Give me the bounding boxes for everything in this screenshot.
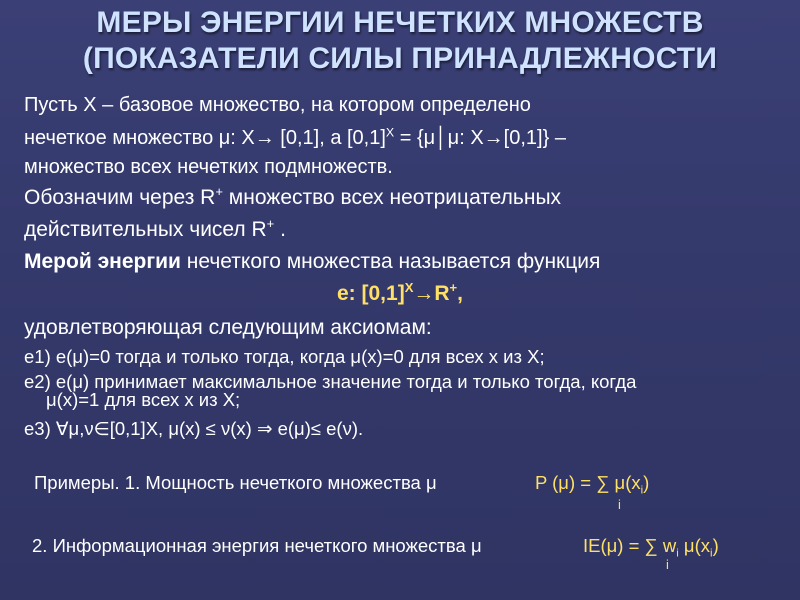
axiom-e1: e1) e(μ)=0 тогда и только тогда, когда μ(x)=0 для всех x из X; bbox=[24, 346, 545, 367]
axiom-e3: e3) ∀μ,ν∈[0,1]X, μ(x) ≤ ν(x) ⇒ e(μ)≤ e(ν). bbox=[24, 418, 364, 439]
slide-title-line-1: МЕРЫ ЭНЕРГИИ НЕЧЕТКИХ МНОЖЕСТВ bbox=[96, 6, 704, 39]
example-2-sum-index: i bbox=[666, 557, 669, 572]
ex2-formula-a: IE(μ) = ∑ w bbox=[583, 535, 677, 556]
axioms-intro: удовлетворяющая следующим аксиомам: bbox=[24, 316, 432, 339]
axiom-e2-line-2: μ(x)=1 для всех x из X; bbox=[46, 389, 241, 410]
p1-l2-text-b: = {μ│μ: X→[0,1]} – bbox=[394, 127, 566, 149]
paragraph-1-line-1: Пусть X – базовое множество, на котором определено bbox=[24, 94, 531, 116]
p2-l2-text-b: . bbox=[274, 218, 286, 241]
p1-l2-superscript: X bbox=[385, 125, 395, 140]
slide-title-line-2: (ПОКАЗАТЕЛИ СИЛЫ ПРИНАДЛЕЖНОСТИ bbox=[82, 42, 718, 75]
p1-l2-text-a: нечеткое множество μ: X→ [0,1], а [0,1] bbox=[24, 127, 386, 149]
formula-superscript-plus: + bbox=[449, 280, 458, 295]
ex1-formula-b: ) bbox=[643, 472, 650, 493]
p2-l1-text-b: множество всех неотрицательных bbox=[222, 186, 562, 209]
ex1-formula-subscript: i bbox=[640, 484, 644, 497]
ex2-formula-b: μ(x bbox=[678, 535, 711, 556]
formula-part-a: e: [0,1] bbox=[337, 282, 405, 305]
definition-term: Мерой энергии bbox=[24, 250, 181, 273]
paragraph-2-line-2 bbox=[24, 218, 286, 242]
p2-l2-text-a: действительных чисел R bbox=[24, 218, 267, 241]
example-2-text: 2. Информационная энергия нечеткого множества μ bbox=[32, 535, 482, 556]
p2-l1-superscript: + bbox=[215, 184, 223, 199]
ex2-formula-subscript-x: i bbox=[710, 547, 713, 560]
definition-line bbox=[24, 250, 600, 274]
formula-part-b: →R bbox=[413, 282, 450, 305]
example-1-text: Примеры. 1. Мощность нечеткого множества μ bbox=[34, 472, 437, 493]
ex2-formula-subscript-w: i bbox=[676, 547, 679, 560]
definition-rest: нечеткого множества называется функция bbox=[180, 250, 601, 273]
p2-l1-text-a: Обозначим через R bbox=[24, 186, 216, 209]
formula-part-c: , bbox=[457, 282, 463, 305]
example-1-formula bbox=[535, 472, 650, 497]
ex1-formula-a: P (μ) = ∑ μ(x bbox=[535, 472, 641, 493]
ex2-formula-c: ) bbox=[712, 535, 719, 556]
p2-l2-superscript: + bbox=[266, 216, 275, 231]
example-2-formula bbox=[583, 535, 719, 560]
axiom-e2-line-1: e2) e(μ) принимает максимальное значение тогда и только тогда, когда bbox=[24, 371, 637, 392]
paragraph-1-line-3: множество всех нечетких подмножеств. bbox=[24, 156, 393, 178]
paragraph-1-line-2 bbox=[24, 126, 566, 150]
paragraph-2-line-1 bbox=[24, 186, 561, 210]
energy-function-formula bbox=[0, 282, 800, 306]
example-1-sum-index: i bbox=[618, 497, 621, 512]
formula-superscript-x: X bbox=[404, 280, 414, 295]
